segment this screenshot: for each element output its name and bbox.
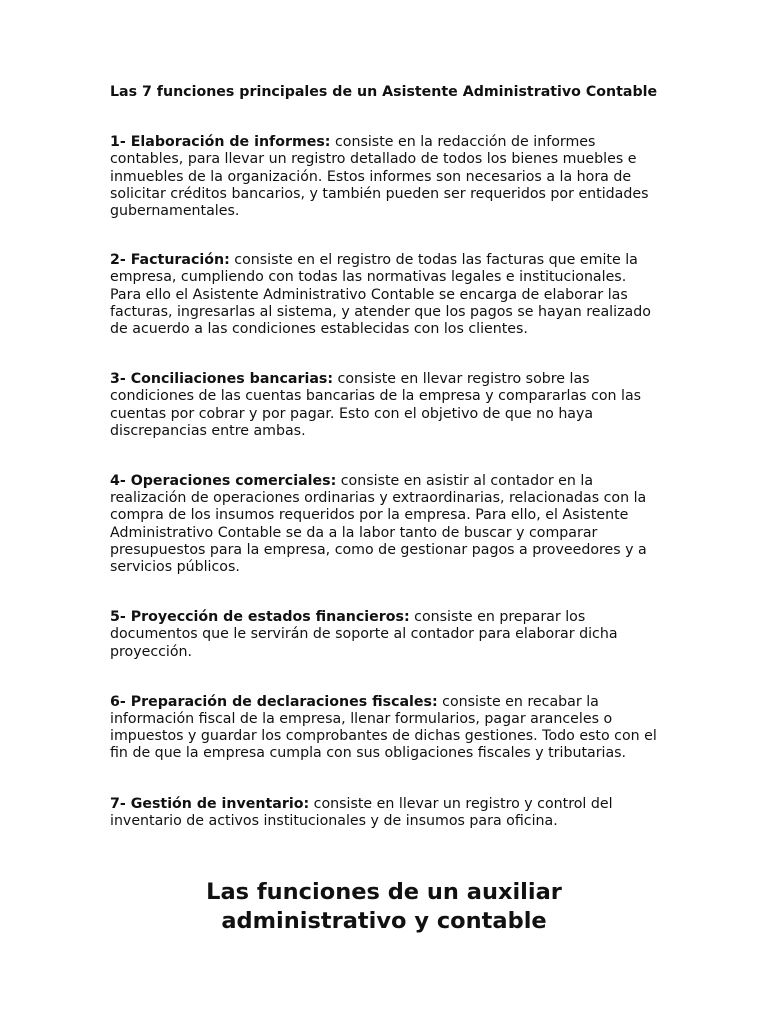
function-item-3-text: consiste en llevar registro sobre las condiciones de las cuentas bancarias de la empresa y compararlas con las cuentas por cobrar y por pagar. Esto con el objetivo de que no haya discrepancias entre ambas. <box>110 371 642 439</box>
function-item-5-lead: 5- Proyección de estados financieros: <box>110 609 410 626</box>
function-item-4 <box>110 473 658 576</box>
function-item-1 <box>110 134 658 220</box>
function-item-3 <box>110 371 658 440</box>
function-item-7 <box>110 796 658 830</box>
footer-heading <box>0 878 768 936</box>
function-item-6-text: consiste en recabar la información fiscal de la empresa, llenar formularios, pagar aranceles o impuestos y guardar los comprobantes de dichas gestiones. Todo esto con el fin de que la empresa cumpla con sus obligaciones fiscales y tributarias. <box>110 693 657 762</box>
function-item-1-lead: 1- Elaboración de informes: <box>110 134 331 151</box>
function-item-5-text: consiste en preparar los documentos que le servirán de soporte al contador para elaborar dicha proyección. <box>110 609 618 660</box>
function-item-2-text: consiste en el registro de todas las facturas que emite la empresa, cumpliendo con todas las normativas legales e institucionales. Para ello el Asistente Administrativo Contable se encarga de elaborar las facturas, ingresarlas al sistema, y atender que los pagos se hayan realizado de acuerdo a las condiciones establecidas con los clientes. <box>110 252 651 338</box>
function-item-2 <box>110 252 658 338</box>
footer-heading-line-1: Las funciones de un auxiliar <box>206 879 562 905</box>
function-item-7-lead: 7- Gestión de inventario: <box>110 795 310 812</box>
document-title: Las 7 funciones principales de un Asistente Administrativo Contable <box>110 84 658 100</box>
function-item-1-text: consiste en la redacción de informes contables, para llevar un registro detallado de todos los bienes muebles e inmuebles de la organización. Estos informes son necesarios a la hora de solicitar créditos bancarios, y también pueden ser requeridos por entidades gubernamentales. <box>110 134 649 220</box>
function-item-4-lead: 4- Operaciones comerciales: <box>110 473 337 490</box>
function-item-2-lead: 2- Facturación: <box>110 252 230 269</box>
function-item-3-lead: 3- Conciliaciones bancarias: <box>110 371 334 388</box>
function-item-6-lead: 6- Preparación de declaraciones fiscales: <box>110 693 438 710</box>
function-item-5 <box>110 609 658 661</box>
function-item-4-text: consiste en asistir al contador en la realización de operaciones ordinarias y extraordinarias, relacionadas con la compra de los insumos requeridos por la empresa. Para ello, el Asistente Administrativo Contable se da a la labor tanto de buscar y comparar presupuestos para la empresa, como de gestionar pagos a proveedores y a servicios públicos. <box>110 473 647 576</box>
document-page <box>110 84 658 830</box>
footer-heading-line-2: administrativo y contable <box>221 908 547 934</box>
function-item-6 <box>110 694 658 763</box>
function-item-7-text: consiste en llevar un registro y control del inventario de activos institucionales y de insumos para oficina. <box>110 795 613 829</box>
